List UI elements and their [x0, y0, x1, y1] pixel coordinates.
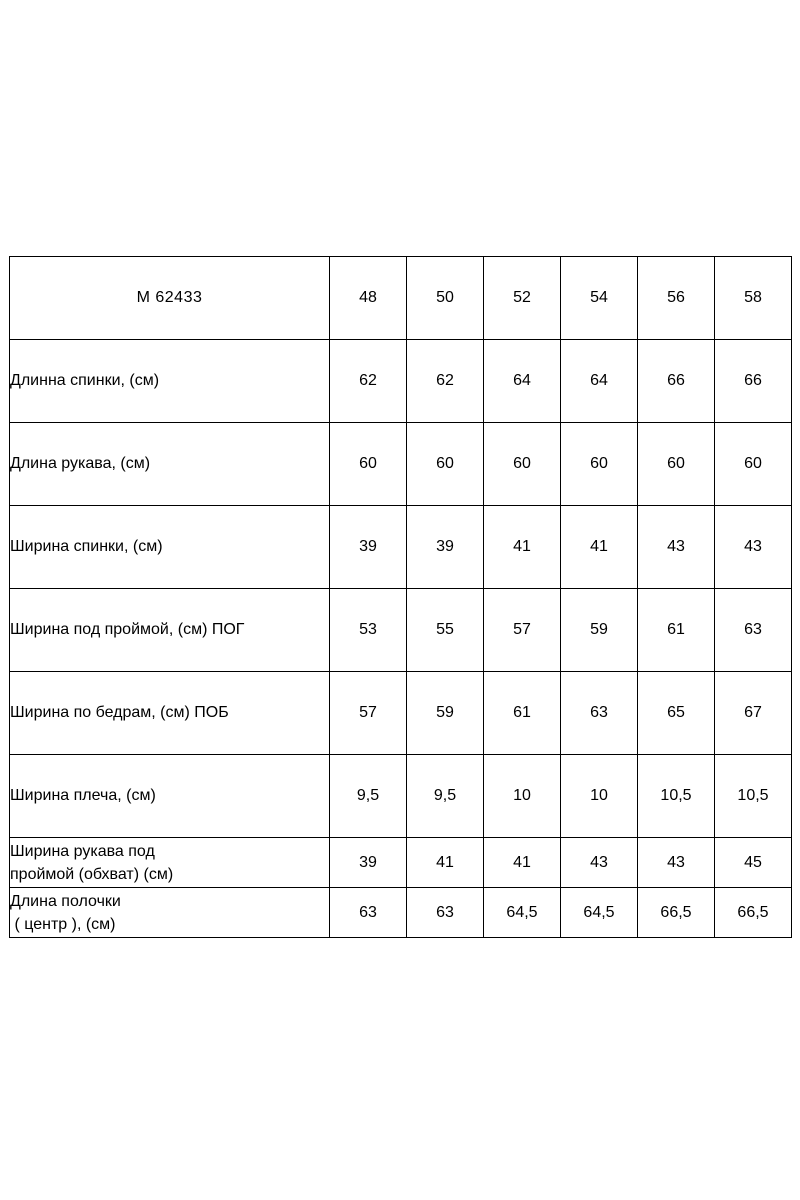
table-row: [10, 589, 792, 672]
row-label-line: проймой (обхват) (см): [10, 865, 174, 883]
size-header-52: 52: [484, 257, 561, 340]
table-cell: 61: [638, 589, 715, 672]
size-header-48: 48: [330, 257, 407, 340]
table-cell: 66: [638, 340, 715, 423]
table-cell: 62: [407, 340, 484, 423]
table-cell: 66,5: [715, 888, 792, 938]
table-cell: 53: [330, 589, 407, 672]
row-label: Ширина плеча, (см): [10, 755, 330, 838]
table-cell: 64: [484, 340, 561, 423]
size-header-58: 58: [715, 257, 792, 340]
header-row: [10, 257, 792, 340]
table-row: [10, 423, 792, 506]
table-cell: 57: [330, 672, 407, 755]
table-cell: 55: [407, 589, 484, 672]
table-cell: 43: [561, 838, 638, 888]
table-row: [10, 672, 792, 755]
table-cell: 67: [715, 672, 792, 755]
table-cell: 63: [407, 888, 484, 938]
table-row: [10, 888, 792, 938]
table-row: [10, 838, 792, 888]
table-cell: 39: [330, 506, 407, 589]
table-cell: 9,5: [330, 755, 407, 838]
table-cell: 10: [484, 755, 561, 838]
size-header-56: 56: [638, 257, 715, 340]
table-cell: 60: [638, 423, 715, 506]
table-cell: 43: [638, 506, 715, 589]
table-cell: 64,5: [484, 888, 561, 938]
row-label: Ширина под проймой, (см) ПОГ: [10, 589, 330, 672]
table-cell: 66,5: [638, 888, 715, 938]
row-label-line: Длина полочки: [10, 892, 121, 910]
table-cell: 63: [330, 888, 407, 938]
size-header-50: 50: [407, 257, 484, 340]
table-cell: 41: [407, 838, 484, 888]
table-cell: 43: [715, 506, 792, 589]
table-cell: 64: [561, 340, 638, 423]
table-row: [10, 340, 792, 423]
table-cell: 63: [715, 589, 792, 672]
table-cell: 41: [484, 506, 561, 589]
table-cell: 59: [407, 672, 484, 755]
table-cell: 63: [561, 672, 638, 755]
row-label-line: Ширина рукава под: [10, 842, 155, 860]
table-cell: 60: [715, 423, 792, 506]
row-label: [10, 888, 330, 938]
table-cell: 60: [561, 423, 638, 506]
row-label: Длина рукава, (см): [10, 423, 330, 506]
table-cell: 10: [561, 755, 638, 838]
table-cell: 57: [484, 589, 561, 672]
table-cell: 60: [330, 423, 407, 506]
table-cell: 9,5: [407, 755, 484, 838]
table-cell: 39: [330, 838, 407, 888]
table-cell: 39: [407, 506, 484, 589]
table-cell: 43: [638, 838, 715, 888]
table-cell: 10,5: [638, 755, 715, 838]
table-cell: 60: [484, 423, 561, 506]
row-label: Длинна спинки, (см): [10, 340, 330, 423]
table-row: [10, 755, 792, 838]
size-header-54: 54: [561, 257, 638, 340]
row-label: [10, 838, 330, 888]
model-number: М 62433: [10, 257, 330, 340]
table-cell: 41: [484, 838, 561, 888]
table-cell: 10,5: [715, 755, 792, 838]
size-chart-table: [9, 256, 792, 938]
table-cell: 59: [561, 589, 638, 672]
table-cell: 66: [715, 340, 792, 423]
table-cell: 62: [330, 340, 407, 423]
table-cell: 61: [484, 672, 561, 755]
table-cell: 65: [638, 672, 715, 755]
row-label-line: ( центр ), (см): [10, 915, 116, 933]
table-cell: 41: [561, 506, 638, 589]
row-label: Ширина по бедрам, (см) ПОБ: [10, 672, 330, 755]
table-cell: 64,5: [561, 888, 638, 938]
table-row: [10, 506, 792, 589]
table-cell: 45: [715, 838, 792, 888]
row-label: Ширина спинки, (см): [10, 506, 330, 589]
table-cell: 60: [407, 423, 484, 506]
